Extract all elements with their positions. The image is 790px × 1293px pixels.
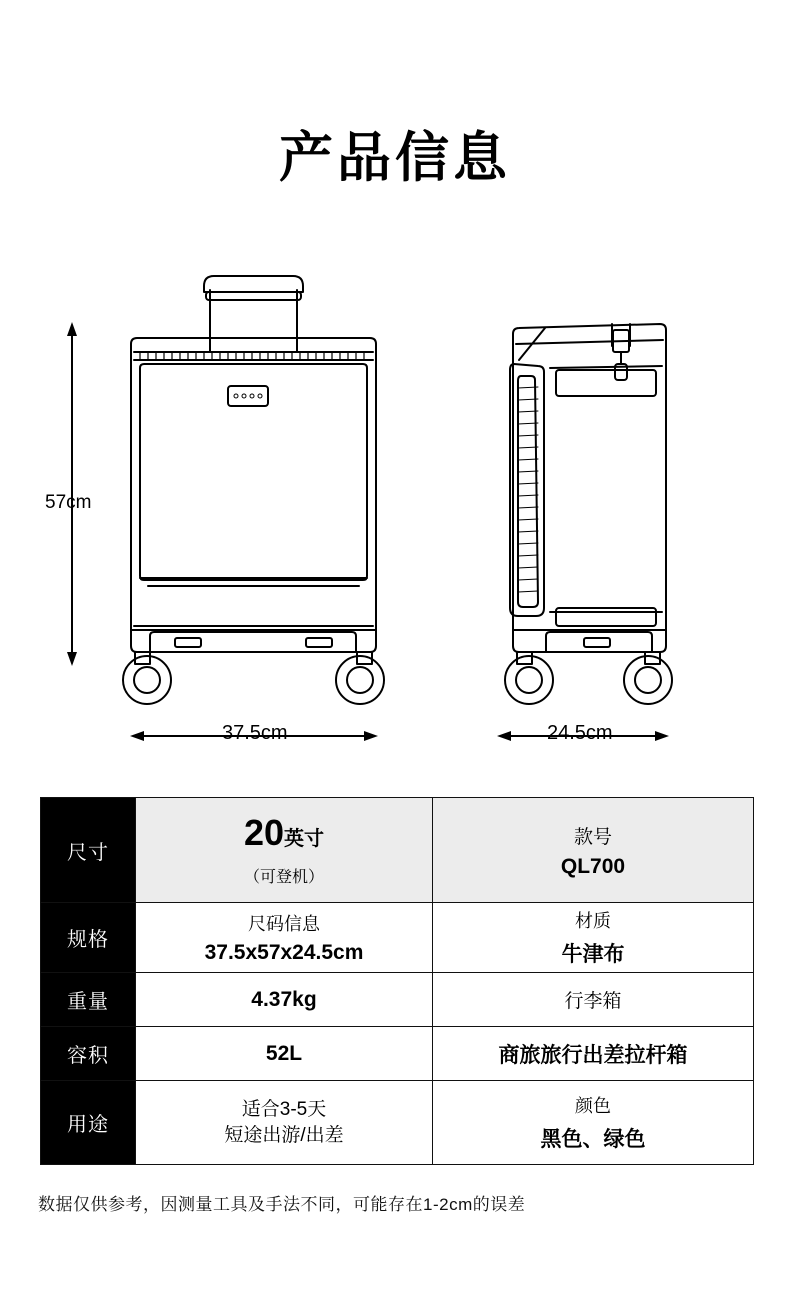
model-label: 款号: [573, 826, 612, 848]
suitcase-line-art: [0, 260, 790, 770]
row-header-capacity: 容积: [41, 1027, 136, 1081]
table-row: [41, 973, 754, 1027]
color-value: 黑色、绿色: [540, 1128, 646, 1151]
material-value: 牛津布: [561, 943, 625, 966]
category-value: 行李箱: [564, 991, 622, 1012]
cell-size-info: [136, 903, 433, 973]
capacity-value: 52L: [265, 1041, 303, 1065]
row-header-spec: 规格: [41, 903, 136, 973]
cell-product-type: [433, 1027, 754, 1081]
size-info-value: 37.5x57x24.5cm: [204, 941, 364, 964]
product-type-value: 商旅旅行出差拉杆箱: [498, 1043, 688, 1067]
product-dimension-diagram: [0, 260, 790, 770]
cell-color: [433, 1081, 754, 1165]
table-row: [41, 1027, 754, 1081]
material-label: 材质: [575, 911, 611, 931]
cell-material: [433, 903, 754, 973]
usage-line-1: 适合3-5天: [241, 1098, 327, 1120]
table-row: [41, 1081, 754, 1165]
size-note: （可登机）: [243, 868, 324, 886]
size-info-label: 尺码信息: [248, 914, 320, 934]
weight-value: 4.37kg: [251, 987, 317, 1011]
disclaimer-note: 数据仅供参考，因测量工具及手法不同，可能存在1-2cm的误差: [38, 1195, 526, 1214]
depth-dimension-label: 24.5cm: [547, 722, 613, 744]
page-title: 产品信息: [279, 128, 511, 188]
table-row: [41, 798, 754, 903]
cell-capacity-value: [136, 1027, 433, 1081]
cell-category: [433, 973, 754, 1027]
specification-table: [40, 797, 754, 1165]
height-dimension-label: 57cm: [45, 492, 92, 513]
size-inch-number: 20英寸: [243, 811, 325, 853]
row-header-weight: 重量: [41, 973, 136, 1027]
cell-weight-value: [136, 973, 433, 1027]
width-dimension-label: 37.5cm: [222, 722, 288, 744]
table-row: [41, 903, 754, 973]
row-header-usage: 用途: [41, 1081, 136, 1165]
model-value: QL700: [560, 854, 626, 878]
cell-usage-value: [136, 1081, 433, 1165]
usage-line-2: 短途出游/出差: [224, 1124, 344, 1146]
size-inch-unit: 英寸: [284, 827, 325, 850]
cell-model: [433, 798, 754, 903]
cell-size-value: [136, 798, 433, 903]
color-label: 颜色: [575, 1096, 611, 1116]
row-header-size: 尺寸: [41, 798, 136, 903]
